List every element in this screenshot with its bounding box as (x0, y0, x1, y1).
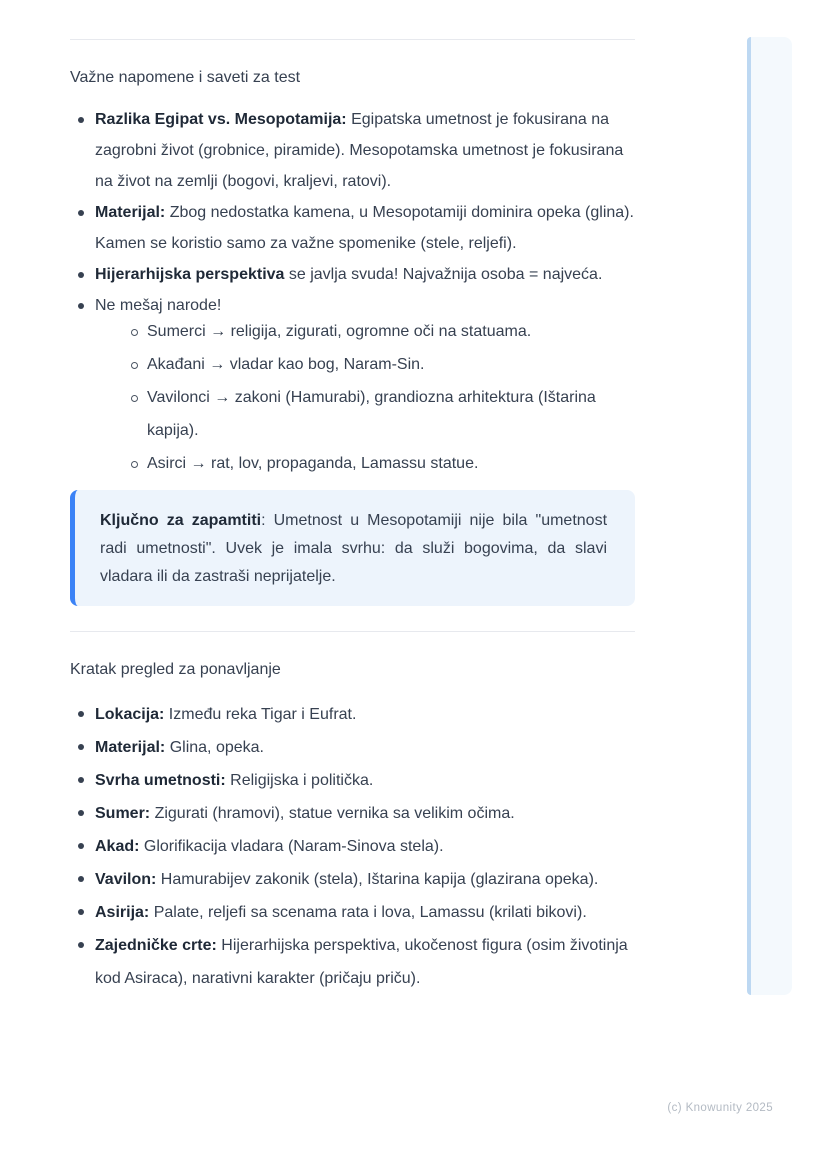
bullet-icon (78, 876, 84, 882)
circle-bullet-icon (131, 362, 138, 369)
list-item (70, 698, 635, 731)
notes-section-heading: Važne napomene i saveti za test (70, 69, 301, 86)
item-text: Glorifikacija vladara (Naram-Sinova stela). (139, 838, 444, 855)
bullet-icon (78, 843, 84, 849)
item-term: Sumer: (95, 805, 151, 822)
notes-sublist (95, 315, 635, 480)
sublist-item (95, 381, 635, 447)
item-text: Hijerarhijska perspektiva, ukočenost figura (osim životinja kod Asiraca), narativni karakter (pričaju priču). (95, 937, 628, 987)
circle-bullet-icon (131, 395, 138, 402)
section-divider (70, 39, 635, 40)
bullet-icon (78, 303, 84, 309)
item-text: Religijska i politička. (225, 772, 374, 789)
list-item (70, 290, 635, 480)
document-content (70, 0, 635, 995)
item-term: Svrha umetnosti: (95, 772, 226, 789)
summary-list (70, 698, 635, 995)
list-item (70, 104, 635, 197)
bullet-icon (78, 744, 84, 750)
list-item (70, 863, 635, 896)
item-term: Hijerarhijska perspektiva (95, 266, 285, 283)
list-item (70, 929, 635, 995)
item-text: Zbog nedostatka kamena, u Mesopotamiji dominira opeka (glina). Kamen se koristio samo za važne spomenike (stele, reljefi). (95, 204, 634, 252)
item-text: Ne mešaj narode! (95, 297, 222, 314)
item-text: Egipatska umetnost je fokusirana na zagrobni život (grobnice, piramide). Mesopotamska umetnost je fokusirana na život na zemlji (bogovi, kraljevi, ratovi). (95, 111, 624, 190)
bullet-icon (78, 942, 84, 948)
list-item (70, 259, 635, 290)
list-item (70, 764, 635, 797)
list-item (70, 830, 635, 863)
item-term: Materijal: (95, 739, 166, 756)
sublist-item (95, 447, 635, 480)
item-term: Asirija: (95, 904, 150, 921)
bullet-icon (78, 810, 84, 816)
copyright-footer: (c) Knowunity 2025 (667, 1102, 773, 1114)
item-text: Hamurabijev zakonik (stela), Ištarina kapija (glazirana opeka). (156, 871, 599, 888)
circle-bullet-icon (131, 461, 138, 468)
item-term: Lokacija: (95, 706, 165, 723)
section-divider (70, 631, 635, 632)
callout-text: : Umetnost u Mesopotamiji nije bila "umetnost radi umetnosti". Uvek je imala svrhu: da služi bogovima, da slavi vladara ili da zastraši neprijatelje. (100, 512, 608, 585)
bullet-icon (78, 777, 84, 783)
callout-box (70, 490, 635, 606)
circle-bullet-icon (131, 329, 138, 336)
list-item (70, 197, 635, 259)
item-term: Materijal: (95, 204, 166, 221)
item-term: Zajedničke crte: (95, 937, 217, 954)
list-item (70, 797, 635, 830)
item-text: Između reka Tigar i Eufrat. (164, 706, 357, 723)
notes-list (70, 104, 635, 480)
subitem-text: Asirci → rat, lov, propaganda, Lamassu statue. (147, 455, 479, 472)
item-text: Zigurati (hramovi), statue vernika sa velikim očima. (150, 805, 515, 822)
item-term: Vavilon: (95, 871, 157, 888)
callout-term: Ključno za zapamtiti (100, 512, 262, 529)
item-term: Akad: (95, 838, 140, 855)
item-text: Palate, reljefi sa scenama rata i lova, Lamassu (krilati bikovi). (149, 904, 587, 921)
bullet-icon (78, 117, 84, 123)
bullet-icon (78, 272, 84, 278)
page-edge-strip (747, 37, 792, 995)
sublist-item (95, 315, 635, 348)
bullet-icon (78, 210, 84, 216)
item-text: Glina, opeka. (165, 739, 264, 756)
list-item (70, 896, 635, 929)
item-text: se javlja svuda! Najvažnija osoba = najveća. (284, 266, 603, 283)
bullet-icon (78, 711, 84, 717)
item-term: Razlika Egipat vs. Mesopotamija: (95, 111, 347, 128)
subitem-text: Sumerci → religija, zigurati, ogromne oči na statuama. (147, 323, 532, 340)
sublist-item (95, 348, 635, 381)
subitem-text: Akađani → vladar kao bog, Naram-Sin. (147, 356, 425, 373)
list-item (70, 731, 635, 764)
subitem-text: Vavilonci → zakoni (Hamurabi), grandiozna arhitektura (Ištarina kapija). (147, 389, 596, 439)
summary-section-heading: Kratak pregled za ponavljanje (70, 661, 281, 678)
bullet-icon (78, 909, 84, 915)
